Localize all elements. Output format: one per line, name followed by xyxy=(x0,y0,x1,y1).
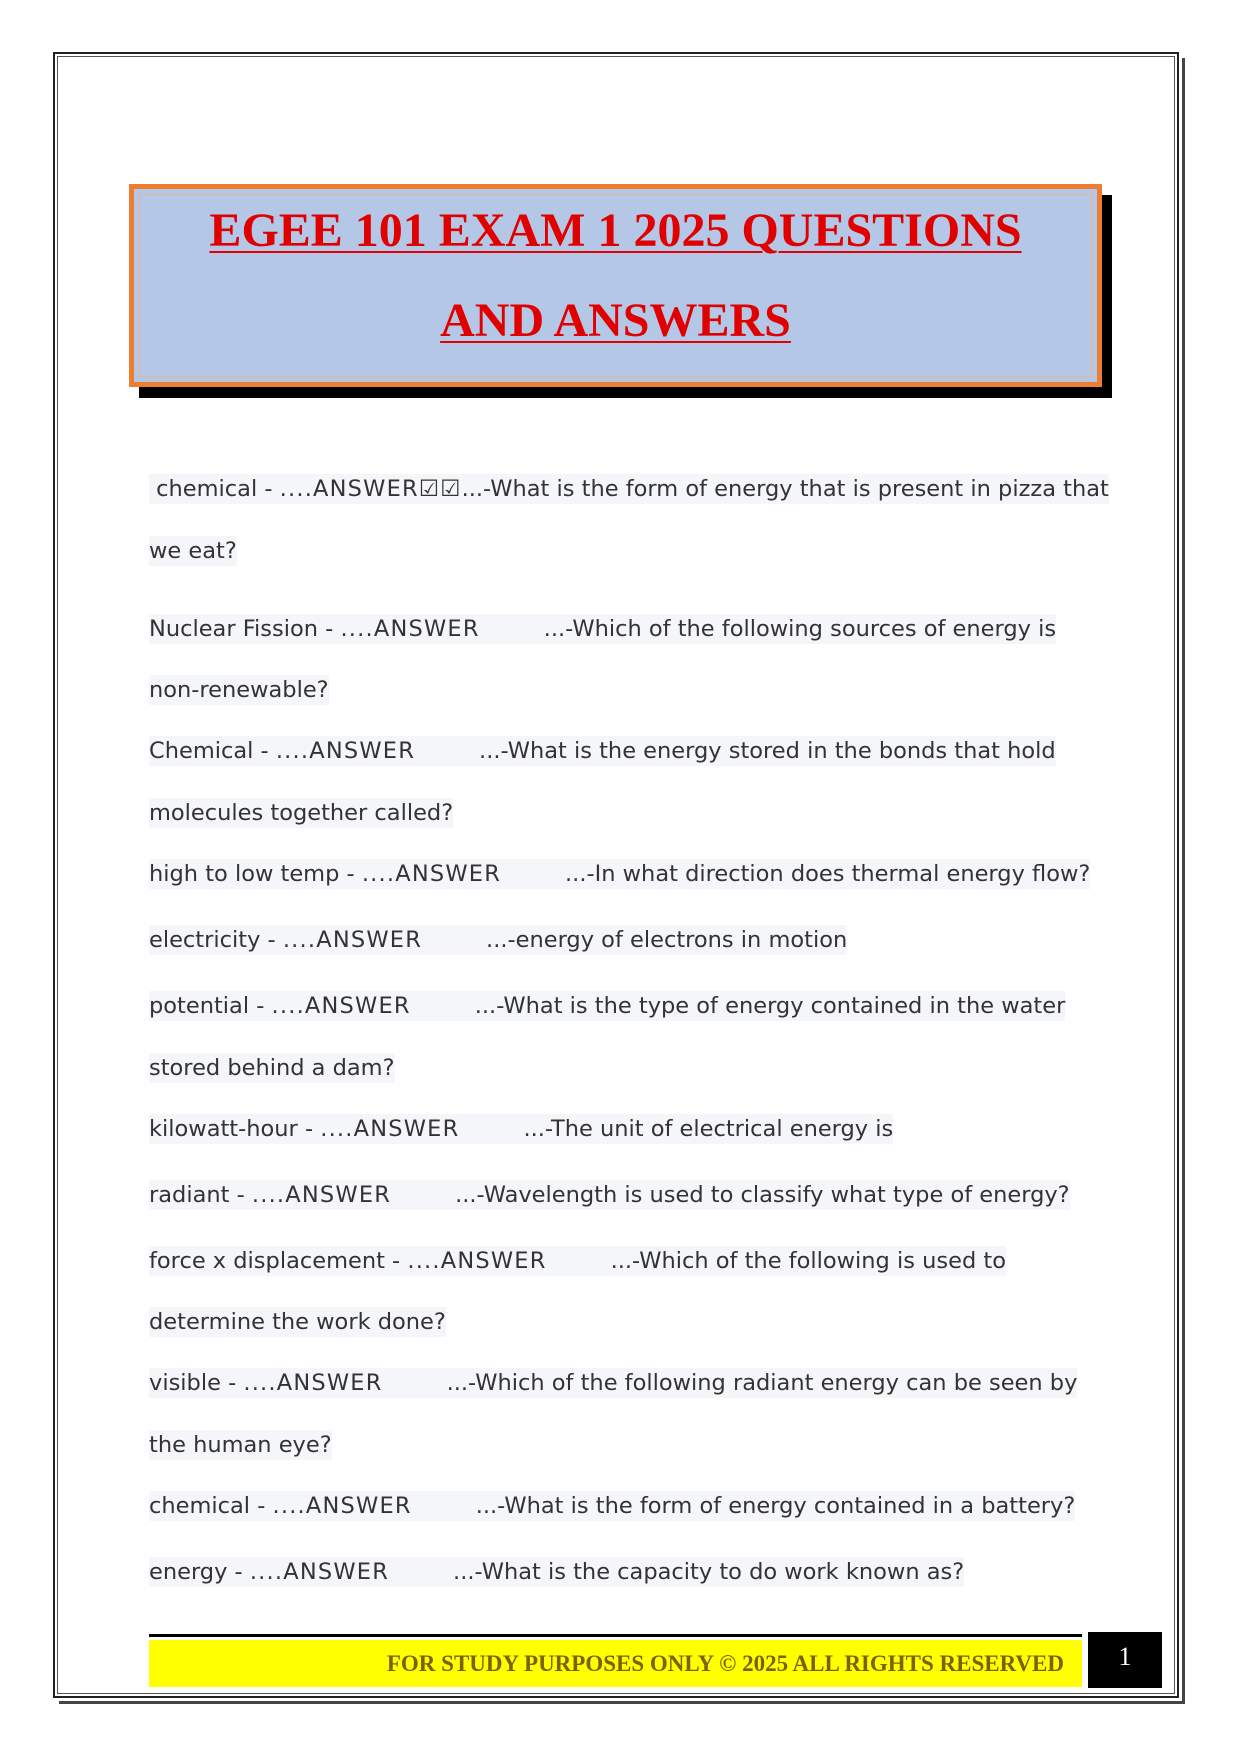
question-text: stored behind a dam? xyxy=(149,1055,395,1081)
answer-marker: ....ANSWER xyxy=(282,927,423,953)
qa-item xyxy=(149,1180,1070,1210)
question-text: the human eye? xyxy=(149,1432,332,1458)
answer-text: visible - xyxy=(149,1370,244,1396)
qa-item-continuation xyxy=(149,1430,332,1460)
question-text: ...-In what direction does thermal energy flow? xyxy=(565,861,1091,887)
qa-item-continuation xyxy=(149,798,453,828)
question-text: ...-What is the form of energy that is present in pizza that xyxy=(461,476,1109,502)
qa-item xyxy=(149,859,1090,889)
qa-item-continuation xyxy=(149,1053,395,1083)
question-text: ...-The unit of electrical energy is xyxy=(523,1116,894,1142)
answer-text: chemical - xyxy=(156,476,280,502)
qa-item xyxy=(149,1491,1075,1521)
answer-marker: ....ANSWER xyxy=(272,1493,412,1519)
question-text: ...-What is the type of energy contained in the water xyxy=(474,993,1066,1019)
answer-text: electricity - xyxy=(149,927,283,953)
qa-item xyxy=(149,1368,1077,1398)
footer-notice: FOR STUDY PURPOSES ONLY © 2025 ALL RIGHTS RESERVED xyxy=(149,1640,1082,1687)
answer-text: Nuclear Fission - xyxy=(149,616,341,642)
question-text: ...-Wavelength is used to classify what type of energy? xyxy=(455,1182,1070,1208)
answer-marker: ....ANSWER xyxy=(275,738,416,764)
page-number: 1 xyxy=(1088,1632,1162,1688)
qa-item-continuation xyxy=(149,1307,446,1337)
answer-text: force x displacement - xyxy=(149,1248,408,1274)
answer-text: high to low temp - xyxy=(149,861,362,887)
answer-text: kilowatt-hour - xyxy=(149,1116,321,1142)
answer-text: potential - xyxy=(149,993,272,1019)
answer-text: chemical - xyxy=(149,1493,273,1519)
question-text: ...-What is the capacity to do work known as? xyxy=(453,1559,965,1585)
answer-text: radiant - xyxy=(149,1182,252,1208)
title-box xyxy=(129,184,1102,387)
qa-item xyxy=(149,1114,893,1144)
answer-marker: ....ANSWER xyxy=(251,1182,392,1208)
page-title-line-2: AND ANSWERS xyxy=(440,294,791,347)
question-text: ...-Which of the following radiant energy can be seen by xyxy=(446,1370,1078,1396)
question-text: ...-Which of the following sources of energy is xyxy=(543,616,1057,642)
answer-text: energy - xyxy=(149,1559,250,1585)
qa-item xyxy=(149,1557,964,1587)
answer-marker: ....ANSWER xyxy=(340,616,480,642)
question-text: determine the work done? xyxy=(149,1309,446,1335)
question-text: ...-What is the form of energy contained in a battery? xyxy=(475,1493,1076,1519)
qa-item-continuation xyxy=(149,536,237,566)
qa-item xyxy=(149,736,1056,766)
footer-rule xyxy=(149,1634,1082,1637)
qa-item xyxy=(149,474,1109,504)
answer-text: Chemical - xyxy=(149,738,276,764)
answer-marker: ....ANSWER xyxy=(320,1116,460,1142)
qa-item-continuation xyxy=(149,675,329,705)
qa-item xyxy=(149,614,1056,644)
answer-marker: ....ANSWER xyxy=(243,1370,383,1396)
qa-item xyxy=(149,991,1065,1021)
qa-item xyxy=(149,1246,1006,1276)
page-title-line-1: EGEE 101 EXAM 1 2025 QUESTIONS xyxy=(209,204,1022,257)
answer-marker: ....ANSWER xyxy=(249,1559,390,1585)
qa-item xyxy=(149,925,847,955)
question-text: ...-What is the energy stored in the bonds that hold xyxy=(479,738,1056,764)
answer-marker: ....ANSWER☑☑ xyxy=(279,476,462,502)
question-text: ...-Which of the following is used to xyxy=(610,1248,1006,1274)
answer-marker: ....ANSWER xyxy=(407,1248,547,1274)
question-text: we eat? xyxy=(149,538,237,564)
question-text: ...-energy of electrons in motion xyxy=(486,927,848,953)
answer-marker: ....ANSWER xyxy=(361,861,502,887)
question-text: non-renewable? xyxy=(149,677,329,703)
answer-marker: ....ANSWER xyxy=(271,993,411,1019)
question-text: molecules together called? xyxy=(149,800,454,826)
